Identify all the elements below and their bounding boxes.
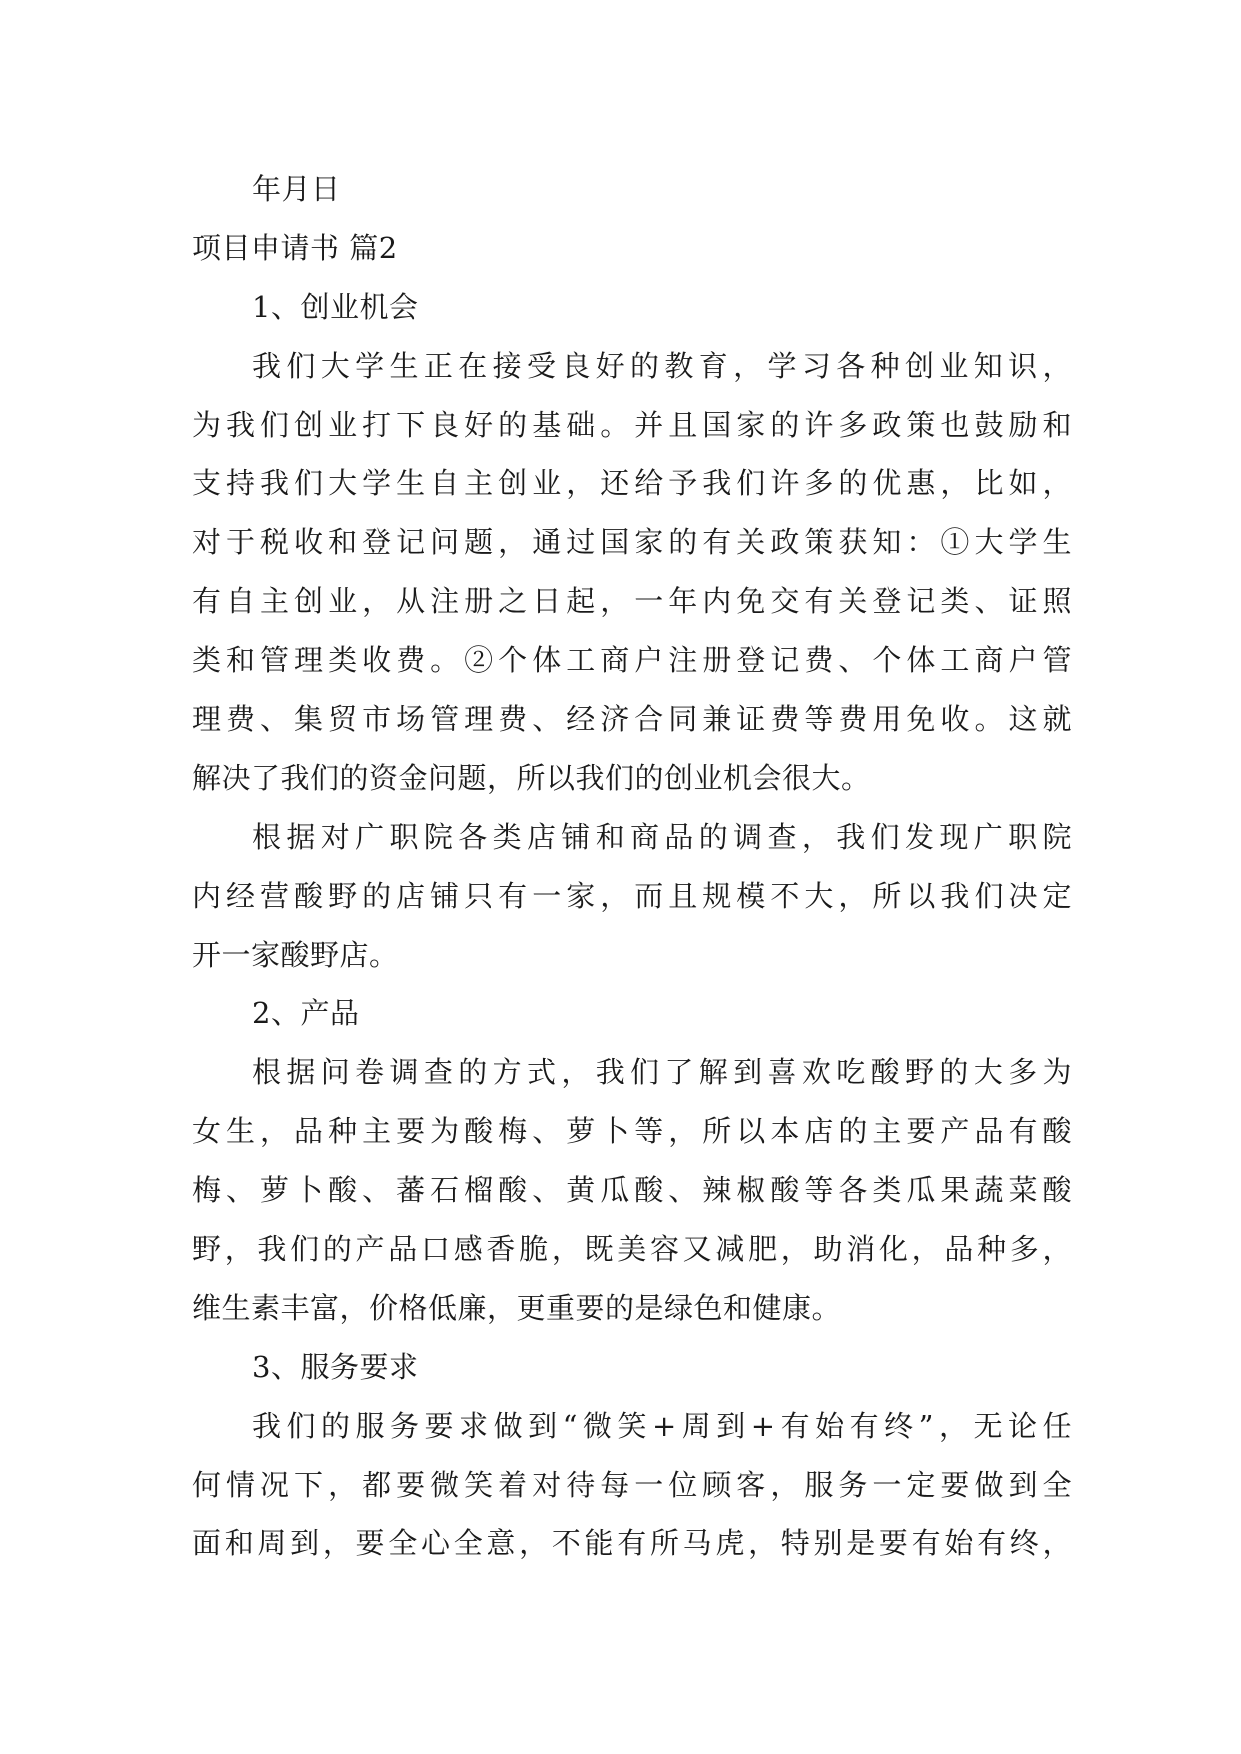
paragraph-line: 内经营酸野的店铺只有一家，而且规模不大，所以我们决定 — [192, 878, 1072, 913]
paragraph-line: 根据对广职院各类店铺和商品的调查，我们发现广职院 — [252, 819, 1072, 854]
paragraph-line: 开一家酸野店。 — [192, 937, 399, 972]
paragraph-line: 女生，品种主要为酸梅、萝卜等，所以本店的主要产品有酸 — [192, 1114, 1072, 1149]
paragraph-line: 面和周到，要全心全意，不能有所马虎，特别是要有始有终， — [192, 1526, 1072, 1561]
section-title: 1、创业机会 — [252, 289, 419, 324]
paragraph-line: 何情况下，都要微笑着对待每一位顾客，服务一定要做到全 — [192, 1467, 1072, 1502]
paragraph-line: 维生素丰富，价格低廉，更重要的是绿色和健康。 — [192, 1290, 842, 1325]
paragraph-line: 根据问卷调查的方式，我们了解到喜欢吃酸野的大多为 — [252, 1055, 1072, 1090]
paragraph-line: 解决了我们的资金问题，所以我们的创业机会很大。 — [192, 760, 871, 795]
section-title: 3、服务要求 — [252, 1349, 419, 1384]
paragraph-line: 我们大学生正在接受良好的教育，学习各种创业知识， — [252, 348, 1072, 383]
paragraph-line: 理费、集贸市场管理费、经济合同兼证费等费用免收。这就 — [192, 702, 1072, 737]
date-line: 年月日 — [252, 172, 341, 206]
paragraph-line: 野，我们的产品口感香脆，既美容又减肥，助消化，品种多， — [192, 1232, 1072, 1267]
paragraph-line: 为我们创业打下良好的基础。并且国家的许多政策也鼓励和 — [192, 407, 1072, 442]
paragraph-line: 支持我们大学生自主创业，还给予我们许多的优惠，比如， — [192, 466, 1072, 501]
paragraph-line: 对于税收和登记问题，通过国家的有关政策获知：①大学生 — [192, 525, 1072, 560]
paragraph-line: 类和管理类收费。②个体工商户注册登记费、个体工商户管 — [192, 643, 1072, 678]
paragraph-line: 有自主创业，从注册之日起，一年内免交有关登记类、证照 — [192, 584, 1072, 619]
document-body — [192, 160, 1072, 1573]
section-title: 2、产品 — [252, 996, 360, 1031]
paragraph-line: 我们的服务要求做到“微笑+周到+有始有终”，无论任 — [252, 1408, 1072, 1443]
document-heading: 项目申请书 篇2 — [192, 230, 398, 265]
paragraph-line: 梅、萝卜酸、蕃石榴酸、黄瓜酸、辣椒酸等各类瓜果蔬菜酸 — [192, 1173, 1072, 1208]
